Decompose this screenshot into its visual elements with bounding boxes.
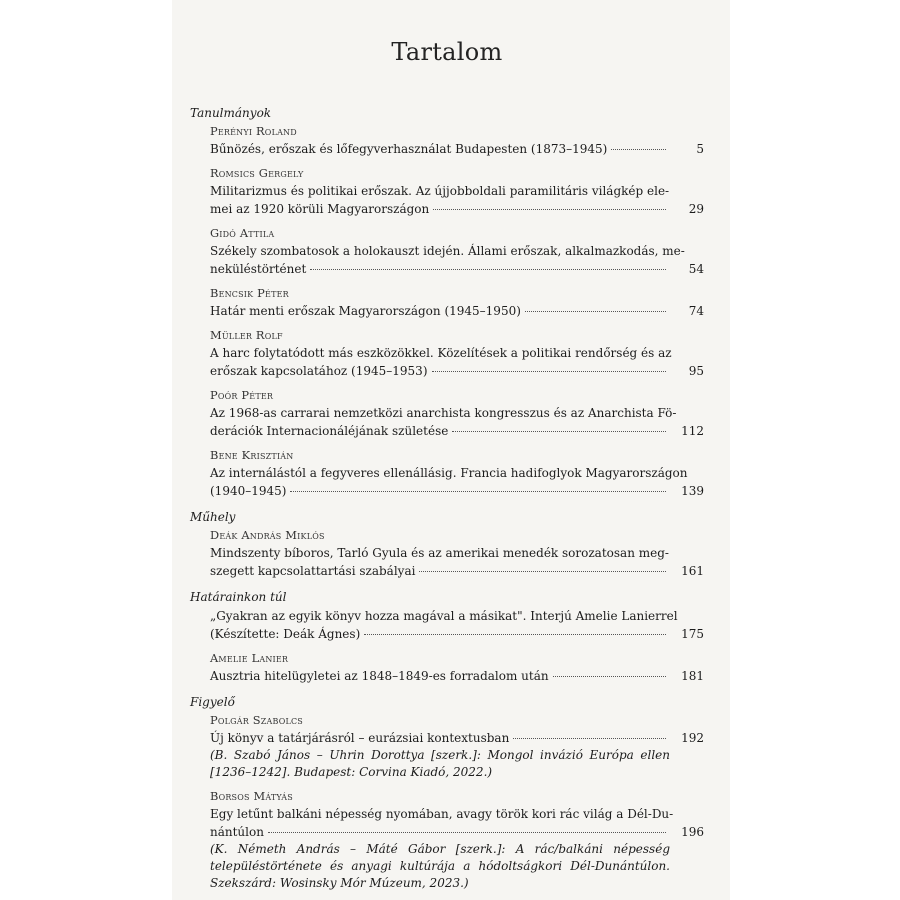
entry-title-line: Egy letűnt balkáni népesség nyomában, avagy török kori rác világ a Dél-Du- [210,807,674,821]
section-heading: Határainkon túl [190,590,287,604]
entry-title-text: neküléstörténet [210,262,307,276]
page-number: 112 [681,424,704,438]
book-page [172,0,730,900]
toc-entry[interactable] [210,123,704,158]
page-number: 139 [681,484,704,498]
page-number: 175 [681,627,704,641]
entry-author: Romsics Gergely [210,166,304,180]
entry-title-text: mei az 1920 körüli Magyarországon [210,202,430,216]
page-title: Tartalom [391,38,503,66]
dot-leader [525,311,666,312]
entry-title-line: Az internálástól a fegyveres ellenállásig. Francia hadifoglyok Magyarországon [210,466,688,480]
dot-leader [310,269,666,270]
page-number: 192 [681,731,704,745]
toc-entry[interactable] [210,527,704,580]
dot-leader [553,676,666,677]
dot-leader [433,209,666,210]
entry-title-text: Bűnözés, erőszak és lőfegyverhasználat Budapesten (1873–1945) [210,142,608,156]
section-heading: Műhely [190,510,236,524]
review-note: (K. Németh András – Máté Gábor [szerk.]: A rác/balkáni népesség településtörténete és anyagi kultúrája a hódoltságkori Dél-Dunántúlon. Szekszárd: Wosinsky Mór Múzeum, 2023.) [210,842,670,890]
entry-author: Gidó Attila [210,226,275,240]
entry-title-line: „Gyakran az egyik könyv hozza magával a másikat". Interjú Amelie Lanierrel [210,609,678,623]
section-heading: Tanulmányok [190,106,272,120]
entry-title-text: Új könyv a tatárjárásról – eurázsiai kontextusban [210,731,510,745]
entry-author: Poór Péter [210,388,274,402]
toc-entry[interactable] [210,650,704,685]
entry-author: Amelie Lanier [210,651,289,665]
dot-leader [419,571,666,572]
page-number: 196 [681,825,704,839]
section-heading: Figyelő [190,695,235,709]
entry-title-last-line [210,667,704,685]
entry-title-last-line [210,562,704,580]
entry-title-text: nántúlon [210,825,264,839]
dot-leader [290,491,666,492]
entry-title-last-line [210,260,704,278]
entry-title-last-line [210,200,704,218]
toc-entry[interactable] [210,387,704,440]
entry-title-line: Az 1968-as carrarai nemzetközi anarchista kongresszus és az Anarchista Fö- [210,406,677,420]
dot-leader [364,634,666,635]
entry-title-last-line [210,302,704,320]
page-number: 5 [696,142,704,156]
page-number: 74 [688,304,704,318]
entry-title-last-line [210,422,704,440]
entry-author: Borsos Mátyás [210,789,293,803]
entry-title-last-line [210,362,704,380]
review-note: (B. Szabó János – Uhrin Dorottya [szerk.]: Mongol invázió Európa ellen [1236–1242]. Budapest: Corvina Kiadó, 2022.) [210,748,670,779]
entry-author: Perényi Roland [210,124,297,138]
toc-entry[interactable] [210,712,704,781]
page-number: 181 [681,669,704,683]
dot-leader [513,738,666,739]
toc-entry[interactable] [210,285,704,320]
toc-entry[interactable] [210,165,704,218]
entry-title-text: szegett kapcsolattartási szabályai [210,564,416,578]
entry-title-text: (Készítette: Deák Ágnes) [210,627,361,641]
entry-title-text: Ausztria hitelügyletei az 1848–1849-es forradalom után [210,669,549,683]
toc-entry[interactable] [210,447,704,500]
dot-leader [611,149,666,150]
toc-entry[interactable] [210,225,704,278]
dot-leader [452,431,666,432]
entry-title-last-line [210,625,704,643]
page-number: 95 [688,364,704,378]
entry-title-line: A harc folytatódott más eszközökkel. Közelítések a politikai rendőrség és az [210,346,672,360]
entry-title-line: Mindszenty bíboros, Tarló Gyula és az amerikai menedék sorozatosan meg- [210,546,669,560]
entry-author: Deák András Miklós [210,528,325,542]
dot-leader [432,371,667,372]
table-of-contents [190,103,704,899]
entry-title-text: derációk Internacionáléjának születése [210,424,449,438]
entry-author: Bencsik Péter [210,286,289,300]
page-number: 29 [688,202,704,216]
entry-title-text: (1940–1945) [210,484,287,498]
entry-title-text: Határ menti erőszak Magyarországon (1945–1950) [210,304,521,318]
toc-entry[interactable] [210,607,704,643]
entry-title-last-line [210,823,704,841]
entry-title-text: erőszak kapcsolatához (1945–1953) [210,364,428,378]
page-number: 54 [688,262,704,276]
entry-title-last-line [210,729,704,747]
entry-author: Bene Krisztián [210,448,294,462]
toc-entry[interactable] [210,327,704,380]
entry-title-last-line [210,482,704,500]
entry-title-last-line [210,140,704,158]
dot-leader [268,832,666,833]
toc-entry[interactable] [210,788,704,892]
entry-title-line: Székely szombatosok a holokauszt idején. Állami erőszak, alkalmazkodás, me- [210,244,685,258]
entry-author: Polgár Szabolcs [210,713,303,727]
entry-title-line: Militarizmus és politikai erőszak. Az újjobboldali paramilitáris világkép ele- [210,184,670,198]
page-number: 161 [681,564,704,578]
entry-author: Müller Rolf [210,328,283,342]
